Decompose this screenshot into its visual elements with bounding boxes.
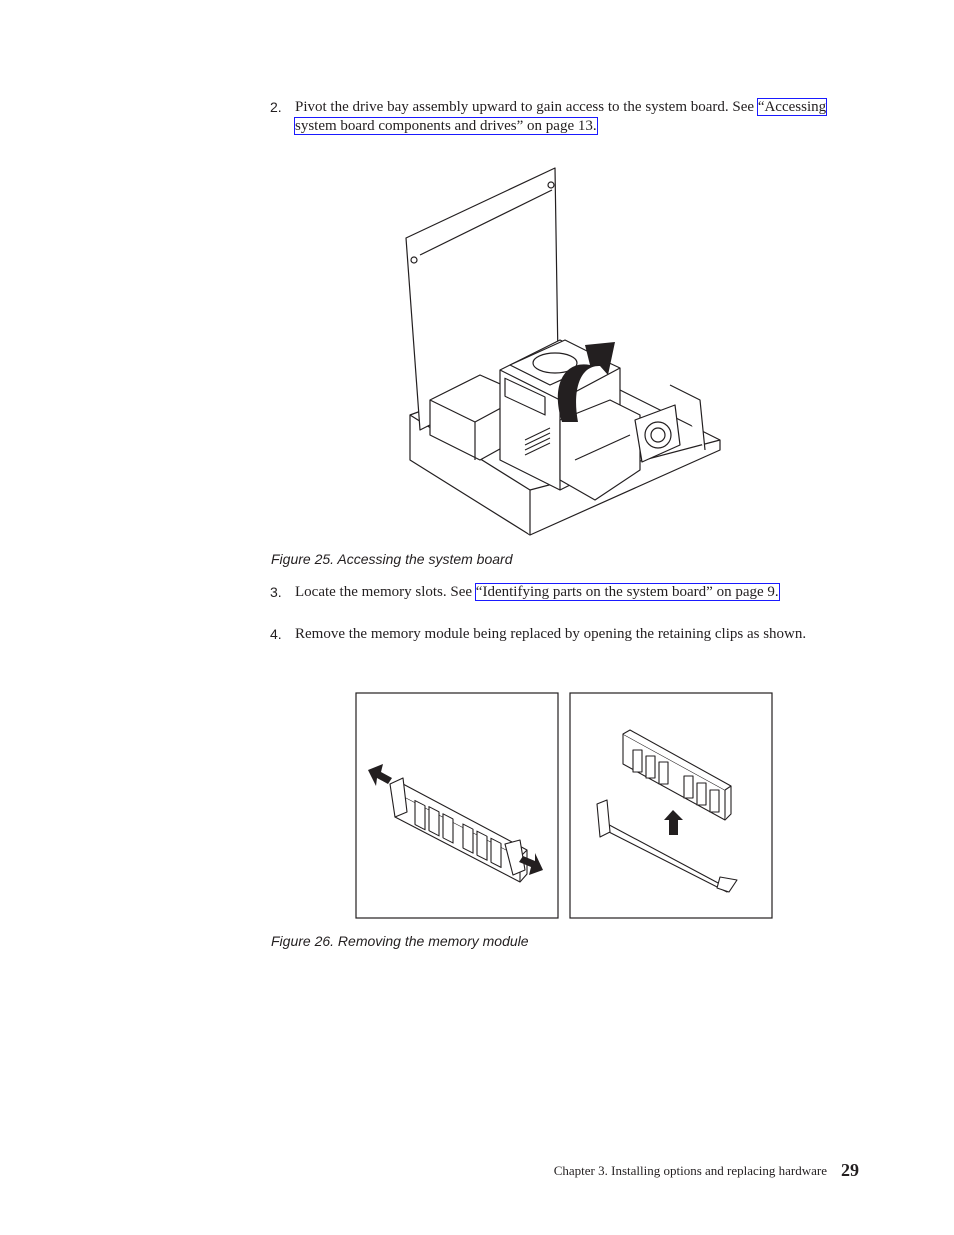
step-text (295, 98, 848, 136)
step-3 (270, 583, 848, 602)
step-2 (270, 98, 848, 136)
panel-open-clips (356, 693, 558, 918)
figure-25-caption: Figure 25. Accessing the system board (271, 551, 513, 567)
figure-25-illustration (380, 160, 730, 540)
step-text (295, 583, 848, 602)
figure-26-illustration (355, 692, 775, 920)
step-4 (270, 625, 848, 644)
page-number: 29 (841, 1160, 859, 1180)
link-accessing-system-board[interactable]: “Accessing system board components and drives” on page 13. (295, 99, 827, 134)
figure-26-caption: Figure 26. Removing the memory module (271, 933, 529, 949)
step-number: 3. (270, 584, 282, 600)
step-number: 2. (270, 99, 282, 115)
step-text-lead: Locate the memory slots. See (295, 584, 476, 600)
step-text: Remove the memory module being replaced by opening the retaining clips as shown. (295, 626, 807, 642)
step-text-lead: Pivot the drive bay assembly upward to gain access to the system board. See (295, 99, 758, 115)
link-identifying-parts[interactable]: “Identifying parts on the system board” on page 9. (475, 584, 779, 600)
step-number: 4. (270, 626, 282, 642)
footer-chapter: Chapter 3. Installing options and replacing hardware (553, 1163, 827, 1178)
page-footer (554, 1160, 859, 1181)
